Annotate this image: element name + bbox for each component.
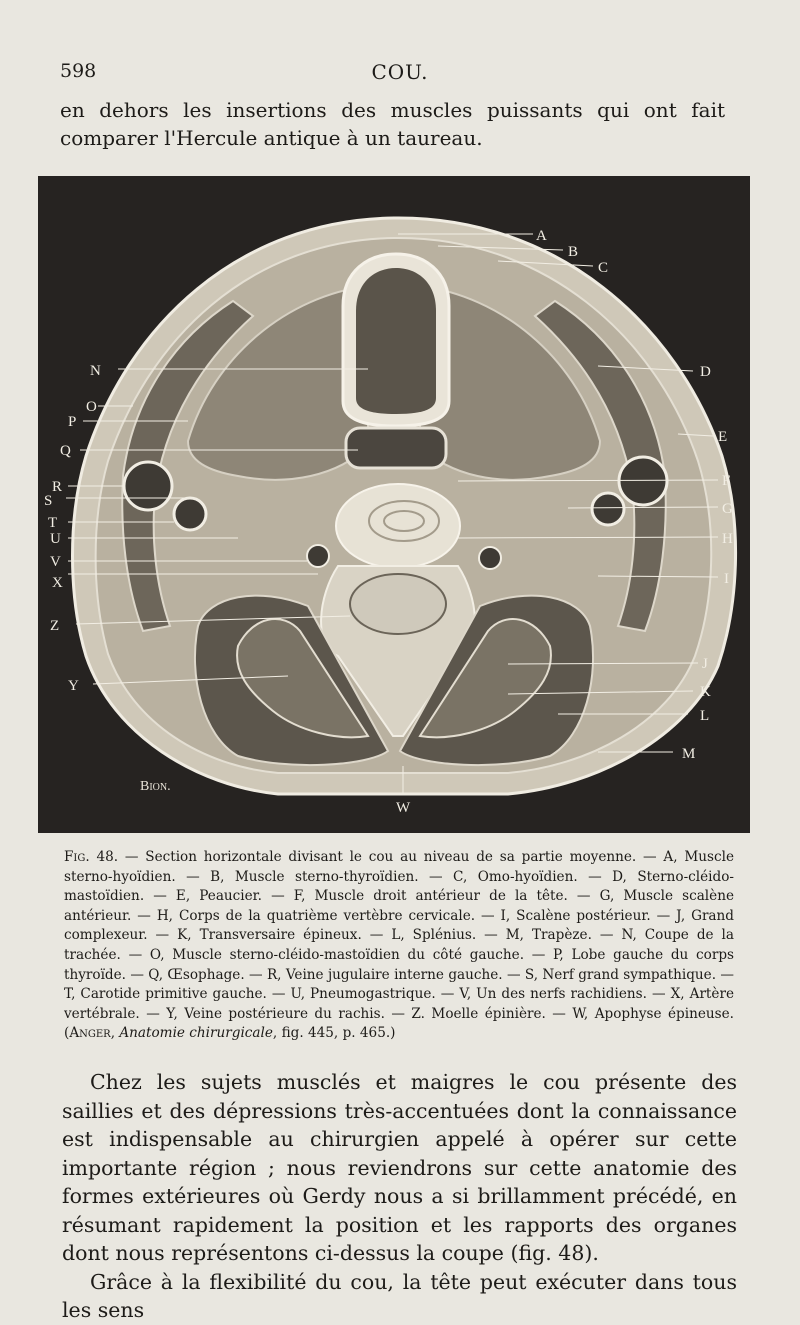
label-R: R: [52, 479, 63, 495]
label-M: M: [682, 746, 696, 762]
running-title: COU.: [371, 60, 429, 84]
label-S: S: [44, 493, 53, 509]
right-carotid-artery: [592, 493, 624, 525]
label-N: N: [90, 363, 101, 379]
caption-text: — Section horizontale divisant le cou au niveau de sa partie moyenne. — A, Muscle sterno-hyoïdien. — B, Muscle sterno-thyroïdien. — C, Omo-hyoïdien. — D, Sterno-cléido-mastoïdien. — E, Peaucier. — F, Muscle droit antérieur de la tête. — G, Muscle scalène antérieur. — H, Corps de la quatrième vertèbre cervicale. — I, Scalène postérieur. — J, Grand complexeur. — K, Transversaire épineux. — L, Splénius. — M, Trapèze. — N, Coupe de la trachée. — O, Muscle sterno-cléido-mastoïdien du côté gauche. — P, Lobe gauche du corps thyroïde. — Q, Œsophage. — R, Veine jugulaire interne gauche. — S, Nerf grand sympathique. — T, Carotide primitive gauche. — U, Pneumogastrique. — V, Un des nerfs rachidiens. — X, Artère vertébrale. — Y, Veine postérieure du rachis. — Z. Moelle épinière. — W, Apophyse épineuse. (: [64, 849, 735, 1042]
page-number: 598: [60, 60, 97, 82]
neck-cross-section-illustration: [38, 176, 750, 833]
body-text: [62, 1068, 737, 1325]
spinal-cord: [350, 574, 446, 634]
label-U: U: [50, 531, 61, 547]
left-vertebral-artery: [307, 545, 329, 567]
label-C: C: [598, 260, 609, 276]
caption-author: Anger: [69, 1025, 111, 1042]
label-H: H: [722, 531, 733, 547]
label-W: W: [396, 800, 411, 816]
body-paragraph: Grâce à la flexibilité du cou, la tête peut exécuter dans tous les sens: [62, 1269, 737, 1322]
engraver-signature: Bion.: [140, 779, 171, 794]
anatomical-figure: [38, 176, 750, 833]
label-F: F: [722, 473, 731, 489]
body-paragraph: Chez les sujets musclés et maigres le cou présente des saillies et des dépressions très-accentuées dont la connaissance est indispensable au chirurgien appelé à opérer sur cette importante région ; nous reviendrons sur cette anatomie des formes extérieures où Gerdy nous a si brillamment précédé, en résumant rapidement la position et les rapports des organes dont nous représentons ci-dessus la coupe (fig. 48).: [62, 1070, 737, 1265]
esophagus-section: [346, 428, 446, 468]
right-vertebral-artery: [479, 547, 501, 569]
left-carotid-artery: [174, 498, 206, 530]
label-B: B: [568, 244, 579, 260]
label-Q: Q: [60, 443, 71, 459]
label-K: K: [700, 684, 711, 700]
label-J: J: [702, 656, 708, 672]
caption-fig-label: Fig. 48.: [64, 849, 119, 865]
caption-ref: , fig. 445, p. 465.): [272, 1025, 396, 1042]
left-jugular-vein: [124, 462, 172, 510]
intro-text: en dehors les insertions des muscles puissants qui ont fait comparer l'Hercule antique à un taureau.: [60, 98, 725, 150]
label-I: I: [724, 571, 729, 587]
right-jugular-vein: [619, 457, 667, 505]
vertebral-body: [336, 484, 460, 568]
label-G: G: [722, 501, 733, 517]
label-O: O: [86, 399, 97, 415]
label-L: L: [700, 708, 710, 724]
label-Z: Z: [50, 618, 60, 634]
label-E: E: [718, 429, 728, 445]
label-V: V: [50, 554, 61, 570]
trachea-lumen: [356, 268, 436, 414]
label-Y: Y: [68, 678, 79, 694]
figure-caption: Fig. 48. — Section horizontale divisant le cou au niveau de sa partie moyenne. — A, Muscle sterno-hyoïdien. — B, Muscle sterno-thyroïdien. — C, Omo-hyoïdien. — D, Sterno-cléido-mastoïdien. — E, Peaucier. — F, Muscle droit antérieur de la tête. — G, Muscle scalène antérieur. — H, Corps de la quatrième vertèbre cervicale. — I, Scalène postérieur. — J, Grand complexeur. — K, Transversaire épineux. — L, Splénius. — M, Trapèze. — N, Coupe de la trachée. — O, Muscle sterno-cléido-mastoïdien du côté gauche. — P, Lobe gauche du corps thyroïde. — Q, Œsophage. — R, Veine jugulaire interne gauche. — S, Nerf grand sympathique. — T, Carotide primitive gauche. — U, Pneumogastrique. — V, Un des nerfs rachidiens. — X, Artère vertébrale. — Y, Veine postérieure du rachis. — Z. Moelle épinière. — W, Apophyse épineuse. (Anger, Anatomie chirurgicale, fig. 445, p. 465.): [64, 849, 735, 1042]
label-P: P: [68, 414, 77, 430]
label-A: A: [536, 228, 547, 244]
label-X: X: [52, 575, 63, 591]
label-T: T: [48, 515, 58, 531]
label-D: D: [700, 364, 711, 380]
caption-source: Anatomie chirurgicale: [119, 1025, 273, 1042]
